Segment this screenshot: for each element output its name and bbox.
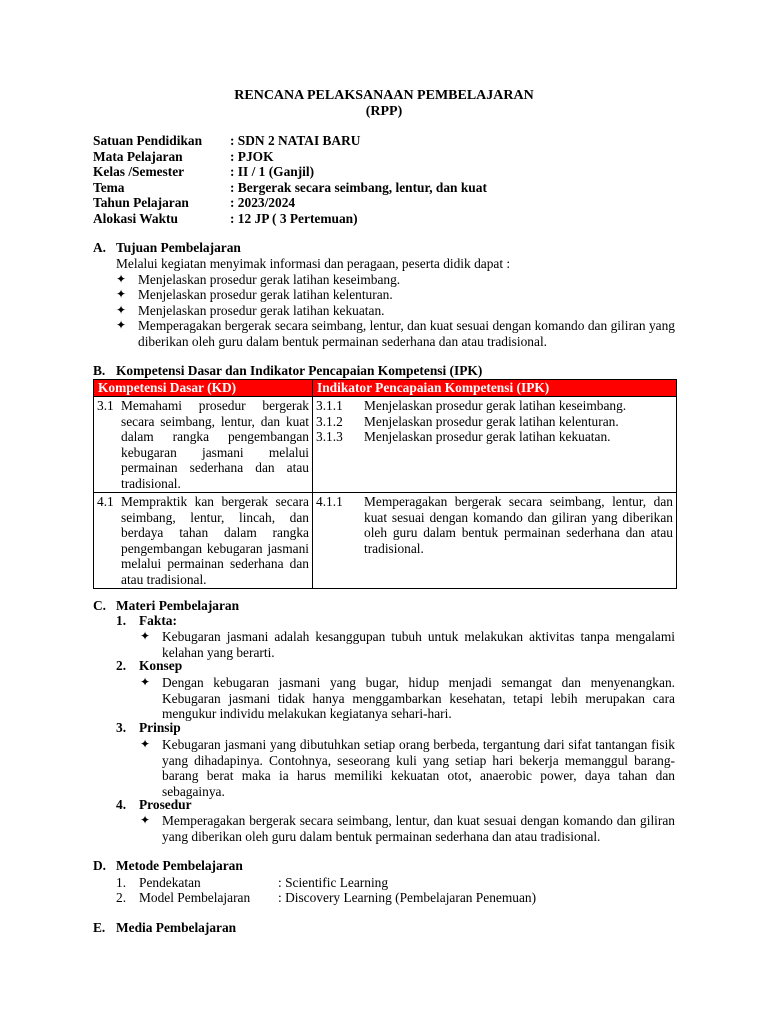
method-number: 2.: [116, 890, 127, 905]
ipk-cell: [313, 493, 677, 589]
ipk-text: Memperagakan bergerak secara seimbang, lentur, dan kuat sesuai dengan komando dan giliran yang diberikan oleh guru dalam bentuk permainan sederhana dan atau tradisional.: [364, 494, 673, 556]
section-e-heading: E. Media Pembelajaran: [93, 920, 237, 935]
info-label: Alokasi Waktu: [93, 211, 178, 226]
materi-text: Kebugaran jasmani adalah kesanggupan tubuh untuk melakukan aktivitas tanpa mengalami kelahan yang berarti.: [162, 629, 675, 660]
doc-title: RENCANA PELAKSANAAN PEMBELAJARAN: [234, 88, 534, 103]
method-value: : Discovery Learning (Pembelajaran Penemuan): [278, 890, 537, 905]
bullet-icon: ✦: [116, 287, 127, 301]
kd-number: 4.1: [97, 494, 114, 509]
ipk-number: 4.1.1: [316, 494, 343, 509]
bullet-icon: ✦: [116, 272, 127, 286]
materi-text: Dengan kebugaran jasmani yang bugar, hidup menjadi semangat dan menyenangkan. Kebugaran jasmani tidak hanya menggambarkan kesehatan, tetapi lebih merupakan cara mengukur individu melakukan kegiatanya sehari-hari.: [162, 675, 675, 721]
list-item: Memperagakan bergerak secara seimbang, lentur, dan kuat sesuai dengan komando dan giliran yang diberikan oleh guru dalam bentuk permainan sederhana dan atau tradisional.: [138, 318, 675, 349]
info-value: : Bergerak secara seimbang, lentur, dan kuat: [230, 180, 487, 195]
ipk-text: Menjelaskan prosedur gerak latihan kelenturan.: [364, 413, 619, 429]
info-value: : 12 JP ( 3 Pertemuan): [230, 211, 358, 226]
info-label: Kelas /Semester: [93, 164, 185, 179]
bullet-icon: ✦: [140, 813, 151, 827]
method-value: : Scientific Learning: [278, 875, 389, 890]
materi-subheading: 4. Prosedur: [116, 797, 192, 812]
doc-subtitle: (RPP): [365, 104, 403, 119]
section-a-intro: Melalui kegiatan menyimak informasi dan peragaan, peserta didik dapat :: [116, 256, 511, 271]
bullet-icon: ✦: [140, 629, 151, 643]
info-value: : II / 1 (Ganjil): [230, 164, 315, 179]
section-c-heading: C. Materi Pembelajaran: [93, 598, 240, 613]
ipk-number: 3.1.3: [316, 429, 343, 444]
kd-number: 3.1: [97, 398, 114, 413]
ipk-number: 3.1.2: [316, 413, 343, 429]
materi-subheading: 2. Konsep: [116, 658, 183, 673]
kd-text: Mempraktik kan bergerak secara seimbang, lentur, lincah, dan berdaya tahan dalam rangka pengembangan kebugaran jasmani melalui permainan sederhana dan atau tradisional.: [121, 494, 309, 587]
info-value: : 2023/2024: [230, 195, 296, 210]
materi-text: Kebugaran jasmani yang dibutuhkan setiap orang berbeda, tergantung dari sifat tantangan fisik yang dihadapinya. Contohnya, seseorang kuli yang setiap hari bekerja memanggul barang-barang berat maka ia harus memiliki kekuatan otot, anaerobic power, daya tahan dan sebagainya.: [162, 737, 675, 799]
info-value: : PJOK: [230, 149, 274, 164]
list-item: Menjelaskan prosedur gerak latihan kekuatan.: [138, 303, 385, 318]
kd-text: Memahami prosedur bergerak secara seimbang, lentur, dan kuat dalam rangka pengembangan kebugaran jasmani melalui permainan sederhana dan atau tradisional.: [121, 398, 309, 491]
info-label: Tahun Pelajaran: [93, 195, 189, 210]
kd-cell: [94, 493, 313, 589]
list-item: Menjelaskan prosedur gerak latihan keseimbang.: [138, 272, 401, 287]
ipk-text: Menjelaskan prosedur gerak latihan kekuatan.: [364, 429, 611, 444]
method-number: 1.: [116, 875, 127, 890]
method-label: Pendekatan: [139, 875, 201, 890]
bullet-icon: ✦: [140, 675, 151, 689]
section-b-heading: B. Kompetensi Dasar dan Indikator Pencapaian Kompetensi (IPK): [93, 363, 483, 378]
materi-subheading: 1. Fakta:: [116, 613, 177, 628]
info-label: Tema: [93, 180, 125, 195]
materi-text: Memperagakan bergerak secara seimbang, lentur, dan kuat sesuai dengan komando dan giliran yang diberikan oleh guru dalam bentuk permainan sederhana dan atau tradisional.: [162, 813, 675, 844]
ipk-number: 3.1.1: [316, 398, 343, 413]
ipk-cell: [313, 397, 677, 493]
column-header-kd: Kompetensi Dasar (KD): [94, 380, 313, 397]
table-row: [94, 397, 677, 493]
section-d-heading: D. Metode Pembelajaran: [93, 858, 243, 873]
section-a-heading: A. Tujuan Pembelajaran: [93, 240, 241, 255]
bullet-icon: ✦: [140, 737, 151, 751]
method-label: Model Pembelajaran: [139, 890, 251, 905]
table-row: [94, 493, 677, 589]
materi-subheading: 3. Prinsip: [116, 720, 181, 735]
kd-cell: [94, 397, 313, 493]
ipk-text: Menjelaskan prosedur gerak latihan keseimbang.: [364, 398, 627, 413]
info-value: : SDN 2 NATAI BARU: [230, 133, 361, 148]
info-label: Satuan Pendidikan: [93, 133, 203, 148]
info-label: Mata Pelajaran: [93, 149, 183, 164]
column-header-ipk: Indikator Pencapaian Kompetensi (IPK): [313, 380, 677, 397]
kd-ipk-table: [93, 379, 677, 589]
list-item: Menjelaskan prosedur gerak latihan kelenturan.: [138, 287, 393, 302]
table-header-row: [94, 380, 677, 397]
bullet-icon: ✦: [116, 318, 127, 332]
bullet-icon: ✦: [116, 303, 127, 317]
